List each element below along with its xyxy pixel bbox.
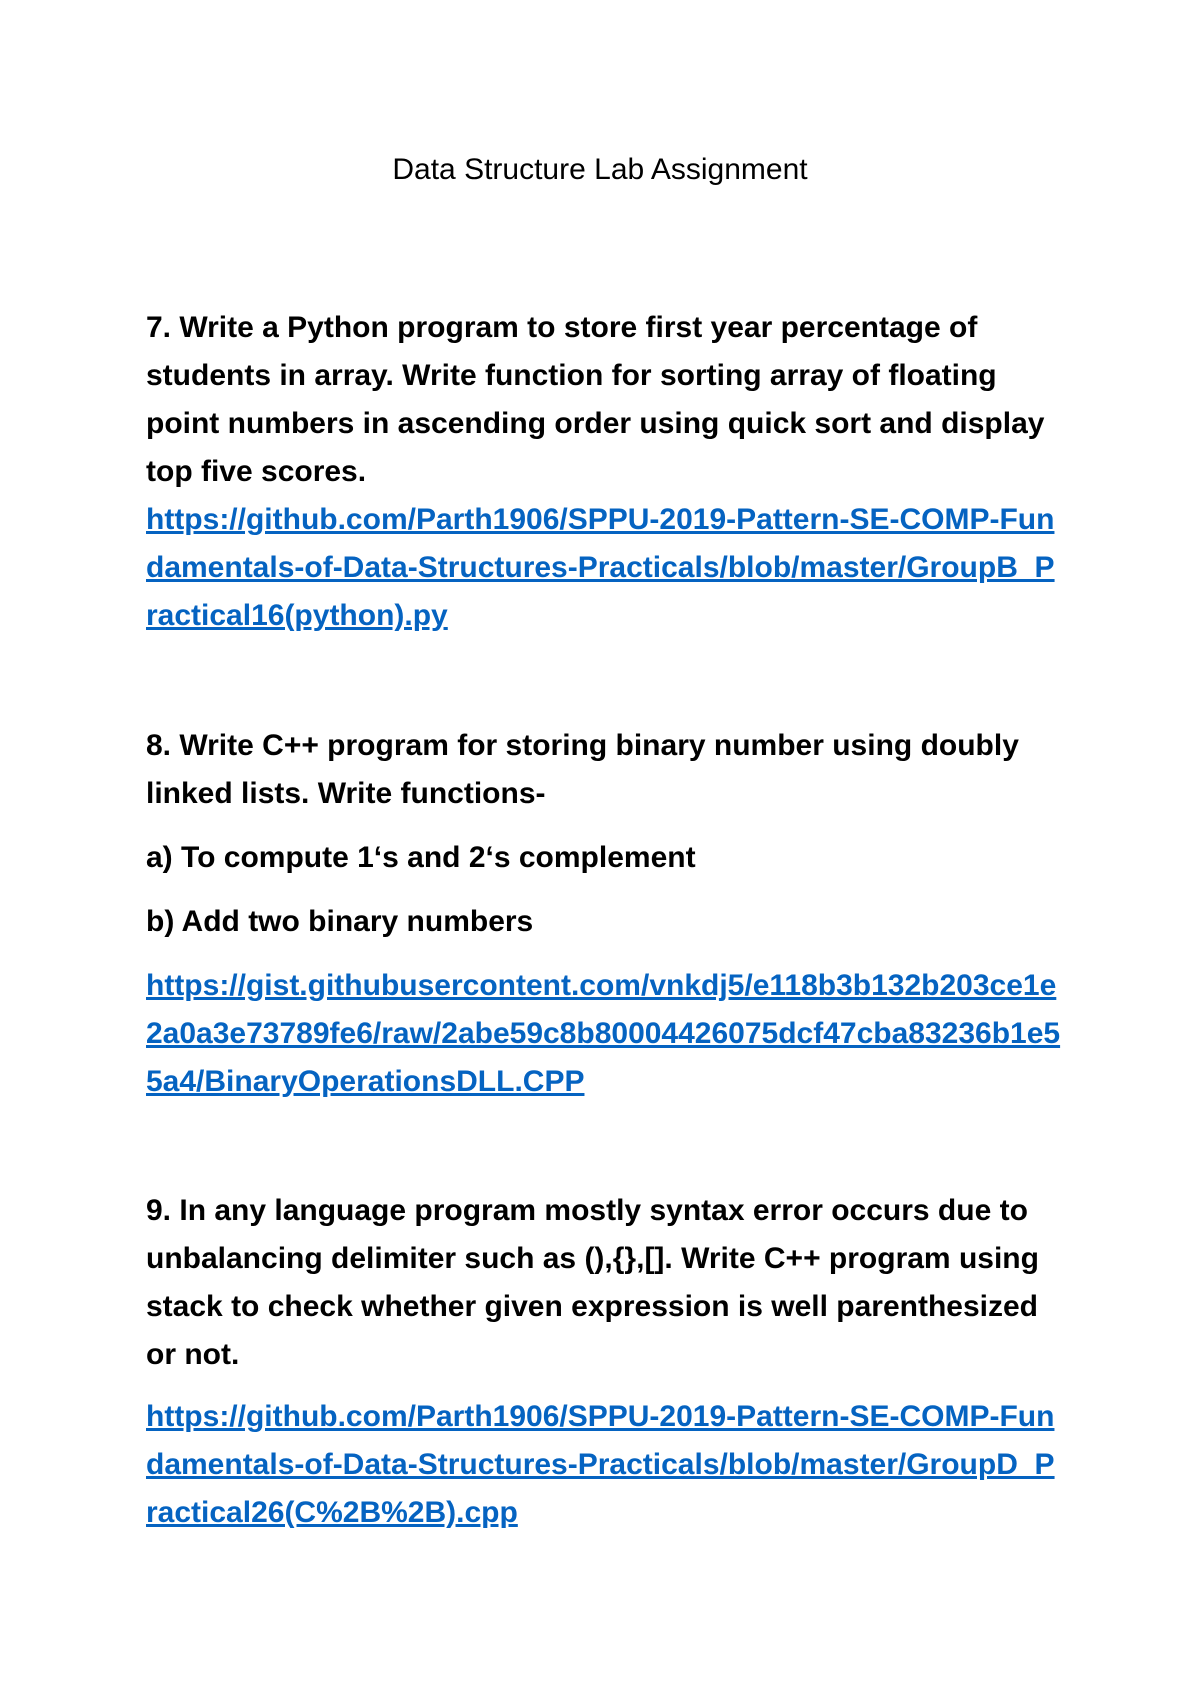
question-7-text: 7. Write a Python program to store first year percentage of students in array. Write function for sorting array of floating point numbers in ascending order using quick sort and display top five scores. <box>146 311 1045 488</box>
question-8-item-b: b) Add two binary numbers <box>146 905 534 938</box>
question-8 <box>146 722 1066 1106</box>
question-9 <box>146 1187 1066 1537</box>
question-8-item-a: a) To compute 1‘s and 2‘s complement <box>146 841 696 874</box>
question-8-text: 8. Write C++ program for storing binary number using doubly linked lists. Write functions- <box>146 729 1019 810</box>
question-9-link[interactable]: https://github.com/Parth1906/SPPU-2019-Pattern-SE-COMP-Fundamentals-of-Data-Structures-Practicals/blob/master/GroupD_Practical26(C%2B%2B).cpp <box>146 1400 1055 1529</box>
question-7 <box>146 304 1066 640</box>
question-8-link[interactable]: https://gist.githubusercontent.com/vnkdj5/e118b3b132b203ce1e2a0a3e73789fe6/raw/2abe59c8b80004426075dcf47cba83236b1e55a4/BinaryOperationsDLL.CPP <box>146 969 1061 1098</box>
document-title: Data Structure Lab Assignment <box>392 153 808 186</box>
question-7-link[interactable]: https://github.com/Parth1906/SPPU-2019-Pattern-SE-COMP-Fundamentals-of-Data-Structures-Practicals/blob/master/GroupB_Practical16(python).py <box>146 503 1055 632</box>
question-9-text: 9. In any language program mostly syntax error occurs due to unbalancing delimiter such as (),{},[]. Write C++ program using stack to check whether given expression is well parenthesized or not. <box>146 1194 1039 1371</box>
